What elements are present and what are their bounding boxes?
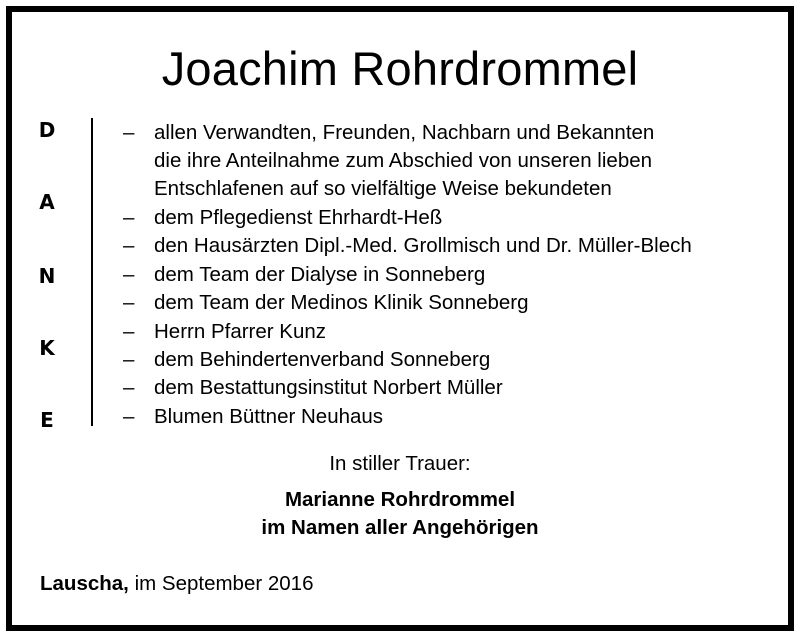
list-item-text: die ihre Anteilnahme zum Abschied von unseren lieben [154,149,653,172]
list-item-text: allen Verwandten, Freunden, Nachbarn und Bekannten [154,121,655,144]
place-date [40,572,313,596]
dash: – [123,376,135,399]
list-item-text: dem Bestattungsinstitut Norbert Müller [154,376,503,399]
dash: – [123,320,135,343]
danke-letter: D [38,118,56,142]
list-item-text: den Hausärzten Dipl.-Med. Grollmisch und Dr. Müller-Blech [154,234,692,257]
notice-title: Joachim Rohrdrommel [161,42,639,95]
danke-letter: E [40,408,54,432]
date: im September 2016 [134,572,314,595]
danke-letter: K [39,336,55,360]
mourning-label: In stiller Trauer: [329,452,471,475]
signatory-line: im Namen aller Angehörigen [261,516,539,539]
dash: – [123,206,135,229]
list-item-text: Herrn Pfarrer Kunz [154,320,327,343]
list-item-text: Entschlafenen auf so vielfältige Weise bekundeten [154,177,612,200]
divider-line [91,118,93,426]
place: Lauscha, [40,572,129,595]
list-item-text: dem Team der Dialyse in Sonneberg [154,263,486,286]
list-item-text: dem Pflegedienst Ehrhardt-Heß [154,206,443,229]
dash: – [123,234,135,257]
danke-letter: A [39,190,55,214]
list-item-text: Blumen Büttner Neuhaus [154,405,384,428]
dash: – [123,121,135,144]
list-item-text: dem Behindertenverband Sonneberg [154,348,491,371]
dash: – [123,348,135,371]
dash: – [123,291,135,314]
dash: – [123,405,135,428]
danke-letter: N [38,264,56,288]
signatory-name: Marianne Rohrdrommel [284,488,516,511]
list-item-text: dem Team der Medinos Klinik Sonneberg [154,291,529,314]
dash: – [123,263,135,286]
